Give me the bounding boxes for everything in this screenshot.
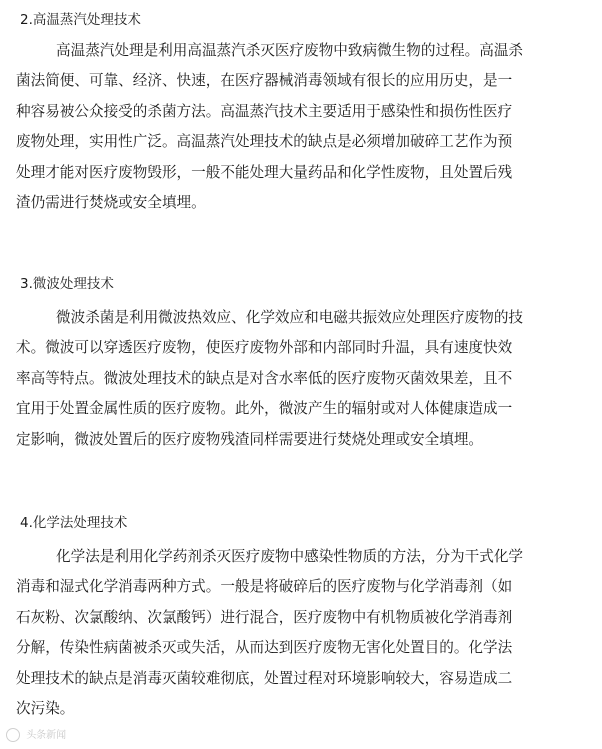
watermark-logo-icon [6, 728, 20, 742]
paragraph-line: 微波杀菌是利用微波热效应、化学效应和电磁共振效应处理医疗废物的技 [56, 309, 524, 326]
paragraph-line: 处理才能对医疗废物毁形，一般不能处理大量药品和化学性废物，且处置后残 [16, 163, 513, 181]
paragraph-line: 化学法是利用化学药剂杀灭医疗废物中感染性物质的方法，分为干式化学 [56, 548, 524, 565]
paragraph-line: 率高等特点。微波处理技术的缺点是对含水率低的医疗废物灭菌效果差，且不 [16, 369, 513, 387]
watermark [6, 728, 66, 743]
section-heading-steam: 2.高温蒸汽处理技术 [20, 12, 141, 28]
paragraph-line: 高温蒸汽处理是利用高温蒸汽杀灭医疗废物中致病微生物的过程。高温杀 [56, 42, 524, 59]
watermark-text: 头条新闻 [26, 730, 67, 741]
paragraph-line: 分解，传染性病菌被杀灭或失活，从而达到医疗废物无害化处置目的。化学法 [16, 639, 513, 657]
section-body-steam [16, 36, 586, 218]
paragraph-line: 处理技术的缺点是消毒灭菌较难彻底，处置过程对环境影响较大，容易造成二 [16, 669, 513, 687]
paragraph-line: 菌法简便、可靠、经济、快速，在医疗器械消毒领域有很长的应用历史，是一 [16, 72, 513, 90]
paragraph-line: 术。微波可以穿透医疗废物，使医疗废物外部和内部同时升温，具有速度快效 [16, 339, 513, 357]
section-body-chemical [16, 542, 586, 724]
section-heading-microwave: 3.微波处理技术 [20, 276, 114, 292]
paragraph-line: 次污染。 [16, 699, 75, 717]
paragraph-line: 宜用于处置金属性质的医疗废物。此外，微波产生的辐射或对人体健康造成一 [16, 400, 513, 418]
paragraph-line: 渣仍需进行焚烧或安全填埋。 [16, 193, 206, 211]
paragraph-line: 定影响，微波处置后的医疗废物残渣同样需要进行焚烧处理或安全填埋。 [16, 430, 484, 448]
section-heading-chemical: 4.化学法处理技术 [20, 515, 128, 531]
paragraph-line: 石灰粉、次氯酸纳、次氯酸钙）进行混合，医疗废物中有机物质被化学消毒剂 [16, 608, 513, 626]
section-body-microwave [16, 303, 586, 455]
paragraph-line: 种容易被公众接受的杀菌方法。高温蒸汽技术主要适用于感染性和损伤性医疗 [16, 102, 513, 120]
paragraph-line: 消毒和湿式化学消毒两种方式。一般是将破碎后的医疗废物与化学消毒剂（如 [16, 578, 513, 596]
paragraph-line: 废物处理，实用性广泛。高温蒸汽处理技术的缺点是必须增加破碎工艺作为预 [16, 133, 513, 151]
